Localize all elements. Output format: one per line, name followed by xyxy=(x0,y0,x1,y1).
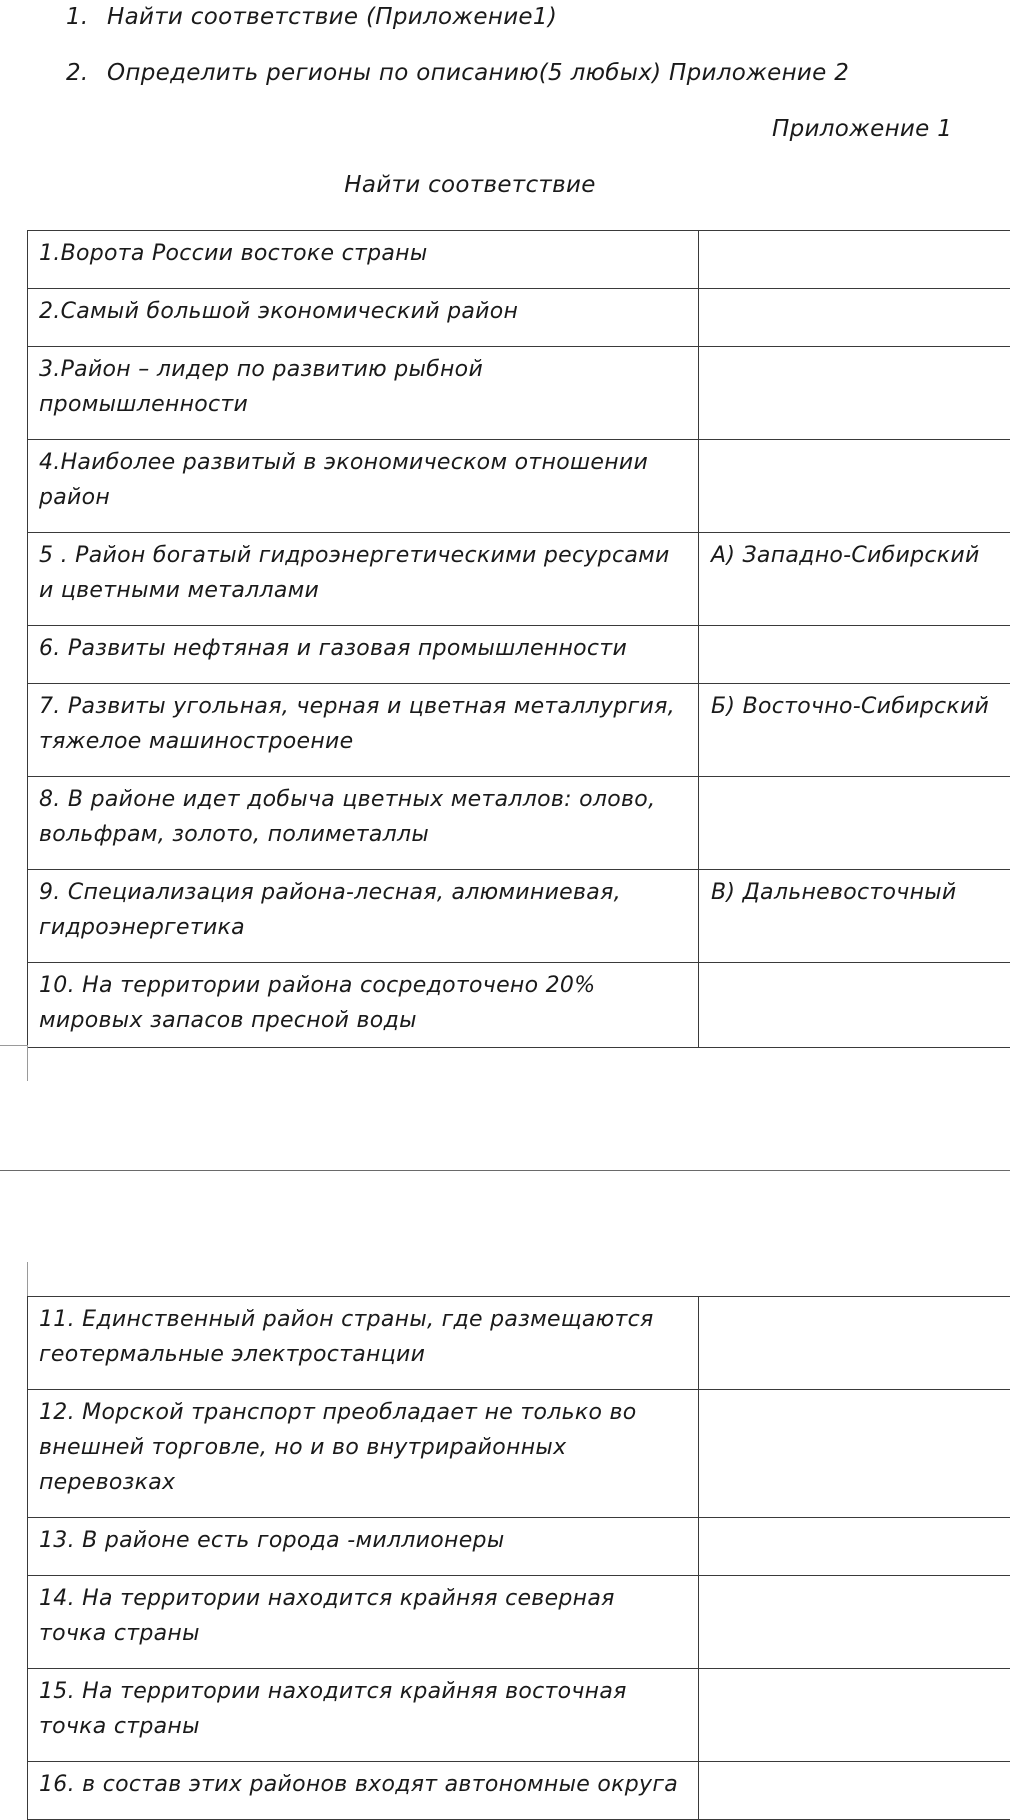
table-row xyxy=(28,626,1010,684)
answer-cell xyxy=(699,1576,1010,1669)
question-cell: 9. Специализация района-лесная, алюминиевая, гидроэнергетика xyxy=(28,870,699,963)
page-margin-mark xyxy=(27,1045,28,1081)
page-break-divider xyxy=(0,1170,1010,1171)
question-cell: 5 . Район богатый гидроэнергетическими ресурсами и цветными металлами xyxy=(28,533,699,626)
task-text: Определить регионы по описанию(5 любых) Приложение 2 xyxy=(107,60,849,86)
table-row xyxy=(28,1390,1010,1518)
task-number: 2. xyxy=(66,60,107,86)
question-cell: 11. Единственный район страны, где размещаются геотермальные электростанции xyxy=(28,1297,699,1390)
table-row xyxy=(28,1518,1010,1576)
answer-cell: В) Дальневосточный xyxy=(699,870,1010,963)
table-row xyxy=(28,1297,1010,1390)
page-margin-mark xyxy=(0,1045,27,1046)
matching-table-part-2 xyxy=(27,1296,1010,1820)
answer-cell xyxy=(699,1390,1010,1518)
table-row xyxy=(28,1762,1010,1820)
answer-cell xyxy=(699,347,1010,440)
table-row xyxy=(28,684,1010,777)
answer-cell xyxy=(699,1669,1010,1762)
table-row xyxy=(28,347,1010,440)
question-cell: 16. в состав этих районов входят автономные округа xyxy=(28,1762,699,1820)
appendix-label: Приложение 1 xyxy=(772,116,952,142)
task-item-1 xyxy=(66,4,557,30)
answer-cell: Б) Восточно-Сибирский xyxy=(699,684,1010,777)
task-text: Найти соответствие (Приложение1) xyxy=(107,4,557,30)
answer-cell xyxy=(699,963,1010,1048)
question-cell: 4.Наиболее развитый в экономическом отношении район xyxy=(28,440,699,533)
table-row xyxy=(28,231,1010,289)
question-cell: 7. Развиты угольная, черная и цветная металлургия, тяжелое машиностроение xyxy=(28,684,699,777)
answer-cell xyxy=(699,626,1010,684)
answer-cell xyxy=(699,777,1010,870)
task-number: 1. xyxy=(66,4,107,30)
answer-cell xyxy=(699,1297,1010,1390)
question-cell: 8. В районе идет добыча цветных металлов: олово, вольфрам, золото, полиметаллы xyxy=(28,777,699,870)
answer-cell xyxy=(699,440,1010,533)
question-cell: 14. На территории находится крайняя северная точка страны xyxy=(28,1576,699,1669)
answer-cell: А) Западно-Сибирский xyxy=(699,533,1010,626)
table-row xyxy=(28,1576,1010,1669)
question-cell: 1.Ворота России востоке страны xyxy=(28,231,699,289)
table-row xyxy=(28,777,1010,870)
question-cell: 12. Морской транспорт преобладает не только во внешней торговле, но и во внутрирайонных перевозках xyxy=(28,1390,699,1518)
answer-cell xyxy=(699,289,1010,347)
table-row xyxy=(28,533,1010,626)
answer-cell xyxy=(699,1762,1010,1820)
table-title: Найти соответствие xyxy=(0,172,940,198)
question-cell: 2.Самый большой экономический район xyxy=(28,289,699,347)
matching-table-part-1 xyxy=(27,230,1010,1048)
table-row xyxy=(28,963,1010,1048)
question-cell: 13. В районе есть города -миллионеры xyxy=(28,1518,699,1576)
table-row xyxy=(28,440,1010,533)
question-cell: 6. Развиты нефтяная и газовая промышленности xyxy=(28,626,699,684)
answer-cell xyxy=(699,1518,1010,1576)
table-row xyxy=(28,1669,1010,1762)
page-margin-mark xyxy=(27,1262,28,1298)
table-row xyxy=(28,870,1010,963)
task-item-2 xyxy=(66,60,849,86)
question-cell: 10. На территории района сосредоточено 20% мировых запасов пресной воды xyxy=(28,963,699,1048)
question-cell: 15. На территории находится крайняя восточная точка страны xyxy=(28,1669,699,1762)
table-row xyxy=(28,289,1010,347)
answer-cell xyxy=(699,231,1010,289)
question-cell: 3.Район – лидер по развитию рыбной промышленности xyxy=(28,347,699,440)
